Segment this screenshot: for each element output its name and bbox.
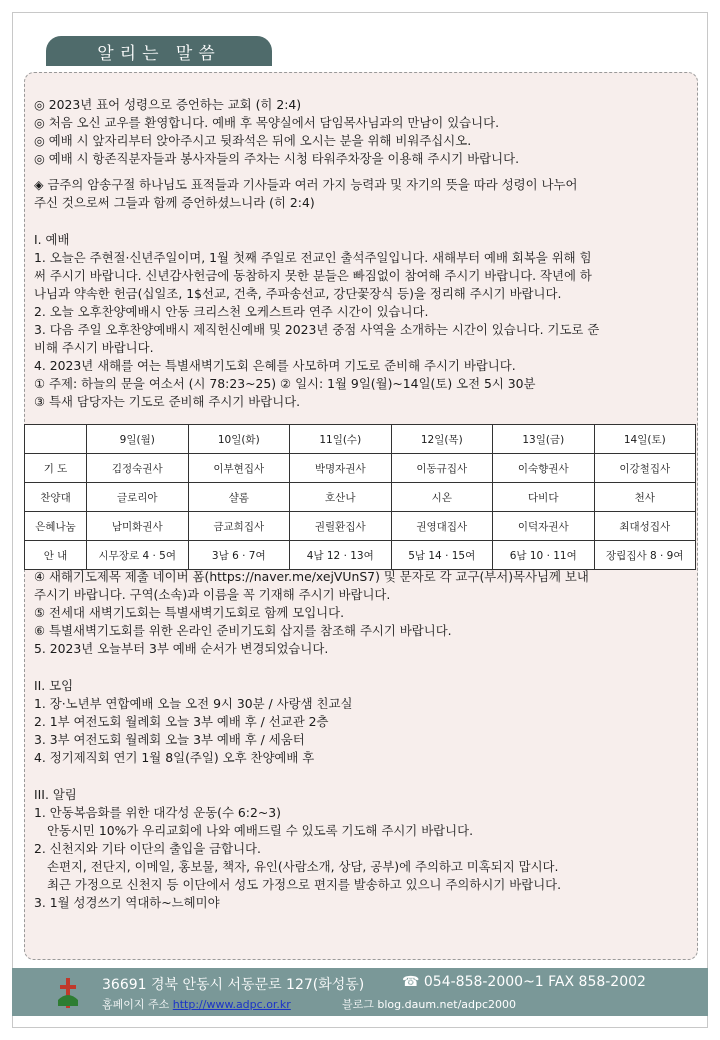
- table-cell: 6남 10 · 11여: [493, 541, 595, 570]
- page-title: 알리는 말씀: [46, 36, 272, 66]
- worship-line: ③ 특새 담당자는 기도로 준비해 주시기 바랍니다.: [34, 394, 301, 409]
- table-cell: 다비다: [493, 483, 595, 512]
- table-row: [25, 483, 696, 512]
- notice-line: 안동시민 10%가 우리교회에 나와 예배드릴 수 있도록 기도해 주시기 바랍니다.: [47, 823, 474, 838]
- worship-line: 써 주시기 바랍니다. 신년감사헌금에 동참하지 못한 분들은 빠짐없이 참여해 주시기 바랍니다. 작년에 하: [34, 268, 592, 283]
- table-header-cell: 14일(토): [594, 425, 696, 454]
- gathering-line: 1. 장·노년부 연합예배 오늘 오전 9시 30분 / 사랑샘 친교실: [34, 696, 353, 711]
- worship-line: 5. 2023년 오늘부터 3부 예배 순서가 변경되었습니다.: [34, 641, 329, 656]
- table-cell: 천사: [594, 483, 696, 512]
- table-cell: 샬롬: [188, 483, 290, 512]
- worship-line: ⑤ 전세대 새벽기도회는 특별새벽기도회로 함께 모입니다.: [34, 605, 345, 620]
- table-cell: 금교희집사: [188, 512, 290, 541]
- table-cell: 권릴환집사: [290, 512, 392, 541]
- worship-line: 주시기 바랍니다. 구역(소속)과 이름을 꼭 기재해 주시기 바랍니다.: [34, 587, 391, 602]
- table-header-cell: 13일(금): [493, 425, 595, 454]
- welcome-line: ◎ 처음 오신 교우를 환영합니다. 예배 후 목양실에서 담임목사님과의 만남이 있습니다.: [34, 115, 500, 130]
- notice-line: 3. 1월 성경쓰기 역대하~느헤미야: [34, 895, 220, 910]
- seating-line: ◎ 예배 시 앞자리부터 앉아주시고 뒷좌석은 뒤에 오시는 분을 위해 비워주십시오.: [34, 133, 472, 148]
- table-cell: 장립집사 8 · 9여: [594, 541, 696, 570]
- dawn-prayer-schedule-table: [24, 424, 696, 570]
- table-row: [25, 541, 696, 570]
- table-cell: 이동규집사: [391, 454, 493, 483]
- worship-line: 3. 다음 주일 오후찬양예배시 제직헌신예배 및 2023년 중점 사역을 소개하는 시간이 있습니다. 기도로 준: [34, 322, 600, 337]
- church-cross-logo-icon: [56, 976, 80, 1010]
- table-header-row: [25, 425, 696, 454]
- table-cell: 호산나: [290, 483, 392, 512]
- table-cell: 최대성집사: [594, 512, 696, 541]
- memory-verse-line: 주신 것으로써 그들과 함께 증언하셨느니라 (히 2:4): [34, 195, 315, 210]
- row-label-cell: 기 도: [25, 454, 87, 483]
- table-cell: 시무장로 4 · 5여: [87, 541, 189, 570]
- table-row: [25, 454, 696, 483]
- table-cell: 박명자권사: [290, 454, 392, 483]
- motto-line: ◎ 2023년 표어 성령으로 증언하는 교회 (히 2:4): [34, 97, 302, 112]
- table-cell: 권영대집사: [391, 512, 493, 541]
- table-row: [25, 512, 696, 541]
- worship-line: 1. 오늘은 주현절·신년주일이며, 1월 첫째 주일로 전교인 출석주일입니다. 새해부터 예배 회복을 위해 힘: [34, 250, 592, 265]
- table-cell: 남미화권사: [87, 512, 189, 541]
- church-footer: [12, 968, 708, 1016]
- table-cell: 김정숙권사: [87, 454, 189, 483]
- table-header-cell: 9일(월): [87, 425, 189, 454]
- notice-line: 손편지, 전단지, 이메일, 홍보물, 책자, 유인(사람소개, 상담, 공부)에 주의하고 미혹되지 맙시다.: [47, 859, 559, 874]
- table-header-cell: 11일(수): [290, 425, 392, 454]
- worship-line: ① 주제: 하늘의 문을 여소서 (시 78:23~25) ② 일시: 1월 9일(월)~14일(토) 오전 5시 30분: [34, 376, 536, 391]
- table-cell: 3남 6 · 7여: [188, 541, 290, 570]
- footer-homepage: [102, 996, 291, 1012]
- table-cell: 이부현집사: [188, 454, 290, 483]
- worship-line: ④ 새해기도제목 제출 네이버 폼(https://naver.me/xejVUnS7) 및 문자로 각 교구(부서)목사님께 보내: [34, 569, 589, 584]
- gathering-line: 3. 3부 여전도회 월례회 오늘 3부 예배 후 / 세움터: [34, 732, 305, 747]
- footer-phone: ☎ 054-858-2000~1 FAX 858-2002: [402, 974, 646, 990]
- notice-line: 2. 신천지와 기타 이단의 출입을 금합니다.: [34, 841, 261, 856]
- notice-line: 1. 안동복음화를 위한 대각성 운동(수 6:2~3): [34, 805, 281, 820]
- table-corner-cell: [25, 425, 87, 454]
- table-cell: 이덕자권사: [493, 512, 595, 541]
- footer-address: 36691 경북 안동시 서동문로 127(화성동): [102, 977, 365, 993]
- table-header-cell: 10일(화): [188, 425, 290, 454]
- parking-line: ◎ 예배 시 항존직분자들과 봉사자들의 주차는 시청 타워주차장을 이용해 주시기 바랍니다.: [34, 151, 520, 166]
- section-heading-worship: I. 예배: [34, 232, 70, 247]
- section-heading-notice: III. 알림: [34, 787, 77, 802]
- table-cell: 시온: [391, 483, 493, 512]
- gathering-line: 2. 1부 여전도회 월례회 오늘 3부 예배 후 / 선교관 2층: [34, 714, 329, 729]
- worship-line: 2. 오늘 오후찬양예배시 안동 크리스천 오케스트라 연주 시간이 있습니다.: [34, 304, 429, 319]
- notice-line: 최근 가정으로 신천지 등 이단에서 성도 가정으로 편지를 발송하고 있으니 주의하시기 바랍니다.: [47, 877, 562, 892]
- table-header-cell: 12일(목): [391, 425, 493, 454]
- row-label-cell: 안 내: [25, 541, 87, 570]
- worship-line: 비해 주시기 바랍니다.: [34, 340, 154, 355]
- table-cell: 이숙향권사: [493, 454, 595, 483]
- section-heading-gathering: II. 모임: [34, 678, 74, 693]
- homepage-link[interactable]: http://www.adpc.or.kr: [172, 998, 291, 1011]
- worship-line: 4. 2023년 새해를 여는 특별새벽기도회 은혜를 사모하며 기도로 준비해 주시기 바랍니다.: [34, 358, 516, 373]
- footer-blog: 블로그 blog.daum.net/adpc2000: [342, 998, 517, 1011]
- gathering-line: 4. 정기제직회 연기 1월 8일(주일) 오후 찬양예배 후: [34, 750, 315, 765]
- memory-verse-line: ◈ 금주의 암송구절 하나님도 표적들과 기사들과 여러 가지 능력과 및 자기의 뜻을 따라 성령이 나누어: [34, 177, 578, 192]
- worship-line: ⑥ 특별새벽기도회를 위한 온라인 준비기도회 삽지를 참조해 주시기 바랍니다.: [34, 623, 452, 638]
- homepage-label: 홈페이지 주소: [102, 998, 170, 1011]
- table-cell: 이강철집사: [594, 454, 696, 483]
- row-label-cell: 찬양대: [25, 483, 87, 512]
- row-label-cell: 은혜나눔: [25, 512, 87, 541]
- table-cell: 글로리아: [87, 483, 189, 512]
- worship-line: 나님과 약속한 헌금(십일조, 1$선교, 건축, 주파송선교, 강단꽃장식 등)을 정리해 주시기 바랍니다.: [34, 286, 562, 301]
- table-cell: 5남 14 · 15여: [391, 541, 493, 570]
- table-cell: 4남 12 · 13여: [290, 541, 392, 570]
